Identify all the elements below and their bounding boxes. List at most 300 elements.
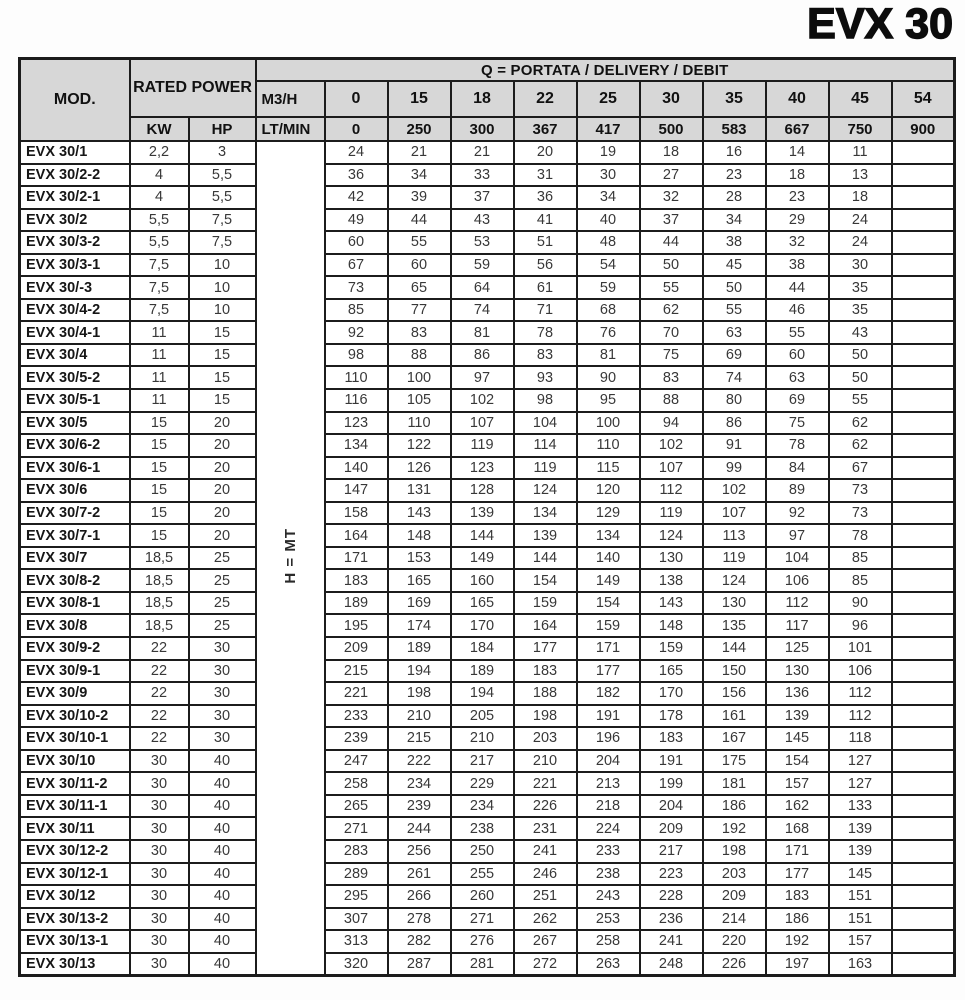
- kw-cell: 30: [130, 863, 189, 886]
- head-value-cell: 40: [577, 209, 640, 232]
- head-value-cell: 217: [640, 840, 703, 863]
- kw-cell: 18,5: [130, 614, 189, 637]
- table-row: [20, 299, 955, 322]
- head-value-cell: 125: [766, 637, 829, 660]
- head-value-cell: 37: [640, 209, 703, 232]
- head-value-cell: [892, 209, 955, 232]
- head-value-cell: 157: [829, 930, 892, 953]
- head-value-cell: 251: [514, 885, 577, 908]
- head-value-cell: 261: [388, 863, 451, 886]
- head-value-cell: [892, 412, 955, 435]
- head-value-cell: 102: [451, 389, 514, 412]
- head-value-cell: 191: [577, 705, 640, 728]
- head-value-cell: 263: [577, 953, 640, 976]
- head-value-cell: 175: [703, 750, 766, 773]
- head-value-cell: 156: [703, 682, 766, 705]
- hp-cell: 5,5: [189, 164, 256, 187]
- model-cell: EVX 30/3-1: [20, 254, 130, 277]
- head-value-cell: 78: [766, 434, 829, 457]
- hp-cell: 40: [189, 772, 256, 795]
- kw-cell: 30: [130, 840, 189, 863]
- head-value-cell: 209: [640, 817, 703, 840]
- head-value-cell: 204: [577, 750, 640, 773]
- head-value-cell: [892, 750, 955, 773]
- table-row: [20, 863, 955, 886]
- hp-cell: 40: [189, 885, 256, 908]
- head-value-cell: 262: [514, 908, 577, 931]
- m3h-value-header: 40: [766, 81, 829, 117]
- head-value-cell: 159: [577, 614, 640, 637]
- head-value-cell: 205: [451, 705, 514, 728]
- head-value-cell: 112: [640, 479, 703, 502]
- hp-cell: 7,5: [189, 231, 256, 254]
- model-cell: EVX 30/6: [20, 479, 130, 502]
- head-value-cell: 226: [703, 953, 766, 976]
- head-value-cell: 135: [703, 614, 766, 637]
- head-value-cell: 248: [640, 953, 703, 976]
- head-value-cell: 14: [766, 141, 829, 164]
- model-cell: EVX 30/12-1: [20, 863, 130, 886]
- model-cell: EVX 30/11: [20, 817, 130, 840]
- head-value-cell: 59: [577, 276, 640, 299]
- head-value-cell: 65: [388, 276, 451, 299]
- head-value-cell: 78: [514, 321, 577, 344]
- model-cell: EVX 30/10: [20, 750, 130, 773]
- head-value-cell: 67: [829, 457, 892, 480]
- head-value-cell: 124: [640, 524, 703, 547]
- head-value-cell: 102: [640, 434, 703, 457]
- head-value-cell: 192: [766, 930, 829, 953]
- head-value-cell: 127: [829, 750, 892, 773]
- kw-cell: 15: [130, 502, 189, 525]
- head-value-cell: 23: [703, 164, 766, 187]
- head-value-cell: [892, 457, 955, 480]
- head-value-cell: 144: [703, 637, 766, 660]
- kw-cell: 22: [130, 637, 189, 660]
- head-value-cell: 182: [577, 682, 640, 705]
- head-value-cell: 29: [766, 209, 829, 232]
- head-value-cell: 255: [451, 863, 514, 886]
- head-value-cell: 106: [829, 660, 892, 683]
- head-value-cell: 100: [577, 412, 640, 435]
- head-value-cell: 45: [703, 254, 766, 277]
- table-row: [20, 209, 955, 232]
- head-value-cell: 140: [325, 457, 388, 480]
- kw-cell: 7,5: [130, 276, 189, 299]
- head-value-cell: 244: [388, 817, 451, 840]
- table-row: [20, 547, 955, 570]
- head-value-cell: 223: [640, 863, 703, 886]
- model-cell: EVX 30/8: [20, 614, 130, 637]
- head-value-cell: 241: [514, 840, 577, 863]
- head-value-cell: 11: [829, 141, 892, 164]
- model-cell: EVX 30/11-1: [20, 795, 130, 818]
- head-value-cell: 239: [325, 727, 388, 750]
- head-value-cell: 133: [829, 795, 892, 818]
- model-cell: EVX 30/9-1: [20, 660, 130, 683]
- head-value-cell: [892, 840, 955, 863]
- hp-cell: 10: [189, 299, 256, 322]
- head-value-cell: 243: [577, 885, 640, 908]
- head-value-cell: 59: [451, 254, 514, 277]
- head-value-cell: 119: [451, 434, 514, 457]
- head-value-cell: [892, 569, 955, 592]
- kw-cell: 11: [130, 366, 189, 389]
- head-value-cell: [892, 795, 955, 818]
- head-value-cell: 233: [577, 840, 640, 863]
- head-value-cell: 148: [388, 524, 451, 547]
- table-row: [20, 660, 955, 683]
- head-value-cell: 122: [388, 434, 451, 457]
- head-value-cell: 51: [514, 231, 577, 254]
- mod-column-header: MOD.: [20, 59, 130, 142]
- model-cell: EVX 30/10-2: [20, 705, 130, 728]
- head-value-cell: 92: [325, 321, 388, 344]
- head-value-cell: 183: [325, 569, 388, 592]
- kw-cell: 30: [130, 930, 189, 953]
- head-value-cell: 154: [577, 592, 640, 615]
- head-value-cell: 238: [451, 817, 514, 840]
- model-cell: EVX 30/2: [20, 209, 130, 232]
- head-value-cell: 83: [640, 366, 703, 389]
- head-value-cell: 229: [451, 772, 514, 795]
- head-value-cell: 149: [577, 569, 640, 592]
- table-row: [20, 750, 955, 773]
- head-value-cell: 18: [640, 141, 703, 164]
- head-value-cell: [892, 389, 955, 412]
- head-value-cell: 98: [514, 389, 577, 412]
- hp-cell: 3: [189, 141, 256, 164]
- head-value-cell: 38: [703, 231, 766, 254]
- head-value-cell: [892, 772, 955, 795]
- header-row-ltmin: [20, 117, 955, 141]
- head-value-cell: 226: [514, 795, 577, 818]
- head-value-cell: 234: [451, 795, 514, 818]
- head-value-cell: 198: [514, 705, 577, 728]
- table-row: [20, 412, 955, 435]
- head-value-cell: 112: [829, 705, 892, 728]
- head-value-cell: [892, 276, 955, 299]
- head-value-cell: 70: [640, 321, 703, 344]
- head-value-cell: [892, 705, 955, 728]
- head-value-cell: 20: [514, 141, 577, 164]
- head-value-cell: 260: [451, 885, 514, 908]
- head-value-cell: [892, 660, 955, 683]
- head-value-cell: 117: [766, 614, 829, 637]
- kw-cell: 18,5: [130, 547, 189, 570]
- head-value-cell: 106: [766, 569, 829, 592]
- head-value-cell: 139: [829, 840, 892, 863]
- head-value-cell: 68: [577, 299, 640, 322]
- head-value-cell: 171: [325, 547, 388, 570]
- head-value-cell: 23: [766, 186, 829, 209]
- kw-cell: 30: [130, 953, 189, 976]
- kw-cell: 22: [130, 705, 189, 728]
- table-row: [20, 164, 955, 187]
- head-value-cell: [892, 366, 955, 389]
- head-value-cell: 34: [577, 186, 640, 209]
- hp-cell: 10: [189, 254, 256, 277]
- table-header: [20, 59, 955, 142]
- hp-column-header: HP: [189, 117, 256, 141]
- ltmin-value-header: 750: [829, 117, 892, 141]
- head-value-cell: 139: [451, 502, 514, 525]
- table-row: [20, 366, 955, 389]
- head-value-cell: 197: [766, 953, 829, 976]
- head-value-cell: 221: [325, 682, 388, 705]
- head-value-cell: 282: [388, 930, 451, 953]
- hp-cell: 30: [189, 727, 256, 750]
- table-row: [20, 569, 955, 592]
- head-value-cell: 256: [388, 840, 451, 863]
- hp-cell: 20: [189, 457, 256, 480]
- head-value-cell: 271: [325, 817, 388, 840]
- head-value-cell: [892, 479, 955, 502]
- head-value-cell: 139: [766, 705, 829, 728]
- head-value-cell: 104: [514, 412, 577, 435]
- head-value-cell: 81: [577, 344, 640, 367]
- model-cell: EVX 30/11-2: [20, 772, 130, 795]
- head-value-cell: 88: [640, 389, 703, 412]
- head-value-cell: 119: [514, 457, 577, 480]
- head-value-cell: 112: [766, 592, 829, 615]
- m3h-value-header: 0: [325, 81, 388, 117]
- head-value-cell: 147: [325, 479, 388, 502]
- head-value-cell: 24: [829, 231, 892, 254]
- kw-cell: 15: [130, 479, 189, 502]
- head-value-cell: 115: [577, 457, 640, 480]
- head-value-cell: [892, 727, 955, 750]
- head-value-cell: 271: [451, 908, 514, 931]
- head-value-cell: 73: [829, 479, 892, 502]
- head-value-cell: 93: [514, 366, 577, 389]
- head-value-cell: 120: [577, 479, 640, 502]
- kw-cell: 30: [130, 795, 189, 818]
- head-value-cell: 113: [703, 524, 766, 547]
- table-body: [20, 141, 955, 976]
- model-cell: EVX 30/6-2: [20, 434, 130, 457]
- m3h-value-header: 25: [577, 81, 640, 117]
- head-value-cell: 50: [703, 276, 766, 299]
- head-value-cell: 138: [640, 569, 703, 592]
- head-value-cell: 265: [325, 795, 388, 818]
- head-unit-cell: [256, 141, 325, 976]
- head-value-cell: 278: [388, 908, 451, 931]
- head-value-cell: 60: [325, 231, 388, 254]
- head-value-cell: [892, 614, 955, 637]
- kw-cell: 30: [130, 817, 189, 840]
- head-value-cell: 100: [388, 366, 451, 389]
- head-value-cell: 85: [829, 547, 892, 570]
- table-row: [20, 276, 955, 299]
- head-value-cell: [892, 344, 955, 367]
- head-value-cell: 272: [514, 953, 577, 976]
- head-value-cell: 153: [388, 547, 451, 570]
- head-value-cell: 140: [577, 547, 640, 570]
- head-value-cell: 49: [325, 209, 388, 232]
- m3h-value-header: 45: [829, 81, 892, 117]
- head-value-cell: 44: [640, 231, 703, 254]
- head-value-cell: 75: [766, 412, 829, 435]
- head-value-cell: 198: [388, 682, 451, 705]
- head-value-cell: 73: [829, 502, 892, 525]
- m3h-value-header: 18: [451, 81, 514, 117]
- head-value-cell: 107: [703, 502, 766, 525]
- head-value-cell: 221: [514, 772, 577, 795]
- table-row: [20, 682, 955, 705]
- hp-cell: 20: [189, 502, 256, 525]
- head-value-cell: 233: [325, 705, 388, 728]
- head-value-cell: [892, 547, 955, 570]
- head-value-cell: 158: [325, 502, 388, 525]
- head-value-cell: 75: [640, 344, 703, 367]
- hp-cell: 15: [189, 366, 256, 389]
- head-value-cell: 276: [451, 930, 514, 953]
- head-value-cell: 114: [514, 434, 577, 457]
- head-value-cell: 36: [514, 186, 577, 209]
- head-value-cell: 313: [325, 930, 388, 953]
- table-row: [20, 637, 955, 660]
- head-value-cell: 119: [703, 547, 766, 570]
- hp-cell: 20: [189, 434, 256, 457]
- table-row: [20, 524, 955, 547]
- head-value-cell: 129: [577, 502, 640, 525]
- head-value-cell: 96: [829, 614, 892, 637]
- head-value-cell: 228: [640, 885, 703, 908]
- head-value-cell: 143: [388, 502, 451, 525]
- model-cell: EVX 30/7-1: [20, 524, 130, 547]
- head-value-cell: 178: [640, 705, 703, 728]
- kw-cell: 11: [130, 389, 189, 412]
- head-value-cell: 35: [829, 276, 892, 299]
- ltmin-value-header: 300: [451, 117, 514, 141]
- head-value-cell: 62: [829, 412, 892, 435]
- hp-cell: 15: [189, 344, 256, 367]
- head-value-cell: 170: [451, 614, 514, 637]
- head-value-cell: 195: [325, 614, 388, 637]
- head-value-cell: 38: [766, 254, 829, 277]
- head-value-cell: 123: [451, 457, 514, 480]
- hp-cell: 40: [189, 908, 256, 931]
- head-value-cell: 39: [388, 186, 451, 209]
- table-row: [20, 389, 955, 412]
- table-row: [20, 727, 955, 750]
- kw-cell: 18,5: [130, 592, 189, 615]
- head-value-cell: 231: [514, 817, 577, 840]
- hp-cell: 30: [189, 682, 256, 705]
- head-value-cell: 48: [577, 231, 640, 254]
- model-cell: EVX 30/7: [20, 547, 130, 570]
- kw-cell: 2,2: [130, 141, 189, 164]
- kw-cell: 22: [130, 727, 189, 750]
- head-value-cell: [892, 908, 955, 931]
- head-value-cell: 171: [766, 840, 829, 863]
- head-value-cell: 161: [703, 705, 766, 728]
- head-value-cell: 44: [766, 276, 829, 299]
- head-value-cell: 33: [451, 164, 514, 187]
- head-value-cell: 62: [640, 299, 703, 322]
- hp-cell: 15: [189, 321, 256, 344]
- head-value-cell: 101: [829, 637, 892, 660]
- head-value-cell: 162: [766, 795, 829, 818]
- head-value-cell: 24: [829, 209, 892, 232]
- head-value-cell: 56: [514, 254, 577, 277]
- head-value-cell: 266: [388, 885, 451, 908]
- head-value-cell: 67: [325, 254, 388, 277]
- head-value-cell: 78: [829, 524, 892, 547]
- head-value-cell: 204: [640, 795, 703, 818]
- head-value-cell: [892, 524, 955, 547]
- head-value-cell: 194: [451, 682, 514, 705]
- head-value-cell: [892, 186, 955, 209]
- head-value-cell: 320: [325, 953, 388, 976]
- head-value-cell: 164: [514, 614, 577, 637]
- head-value-cell: 214: [703, 908, 766, 931]
- head-value-cell: 63: [703, 321, 766, 344]
- head-value-cell: 139: [829, 817, 892, 840]
- head-value-cell: [892, 299, 955, 322]
- head-value-cell: 28: [703, 186, 766, 209]
- head-value-cell: 171: [577, 637, 640, 660]
- head-value-cell: 53: [451, 231, 514, 254]
- head-value-cell: 35: [829, 299, 892, 322]
- head-value-cell: 124: [703, 569, 766, 592]
- kw-cell: 30: [130, 908, 189, 931]
- kw-cell: 4: [130, 164, 189, 187]
- head-value-cell: 95: [577, 389, 640, 412]
- head-value-cell: 43: [829, 321, 892, 344]
- head-value-cell: 73: [325, 276, 388, 299]
- head-value-cell: 145: [829, 863, 892, 886]
- model-cell: EVX 30/5-2: [20, 366, 130, 389]
- head-value-cell: [892, 885, 955, 908]
- head-value-cell: 134: [325, 434, 388, 457]
- head-value-cell: 234: [388, 772, 451, 795]
- head-value-cell: 151: [829, 885, 892, 908]
- head-value-cell: 154: [766, 750, 829, 773]
- kw-cell: 15: [130, 457, 189, 480]
- hp-cell: 40: [189, 750, 256, 773]
- table-row: [20, 321, 955, 344]
- hp-cell: 40: [189, 863, 256, 886]
- model-cell: EVX 30/8-2: [20, 569, 130, 592]
- hp-cell: 15: [189, 389, 256, 412]
- head-value-cell: 30: [829, 254, 892, 277]
- model-cell: EVX 30/1: [20, 141, 130, 164]
- head-value-cell: 130: [640, 547, 703, 570]
- hp-cell: 20: [189, 479, 256, 502]
- head-value-cell: 215: [388, 727, 451, 750]
- head-value-cell: 74: [451, 299, 514, 322]
- head-value-cell: 34: [388, 164, 451, 187]
- table-row: [20, 705, 955, 728]
- head-value-cell: 36: [325, 164, 388, 187]
- kw-cell: 15: [130, 524, 189, 547]
- head-value-cell: 94: [640, 412, 703, 435]
- hp-cell: 40: [189, 930, 256, 953]
- head-value-cell: 83: [388, 321, 451, 344]
- head-value-cell: 218: [577, 795, 640, 818]
- head-value-cell: 34: [703, 209, 766, 232]
- kw-cell: 15: [130, 434, 189, 457]
- hp-cell: 5,5: [189, 186, 256, 209]
- head-value-cell: 128: [451, 479, 514, 502]
- head-value-cell: 85: [829, 569, 892, 592]
- head-value-cell: 203: [514, 727, 577, 750]
- head-value-cell: 24: [325, 141, 388, 164]
- hp-cell: 25: [189, 614, 256, 637]
- table-row: [20, 186, 955, 209]
